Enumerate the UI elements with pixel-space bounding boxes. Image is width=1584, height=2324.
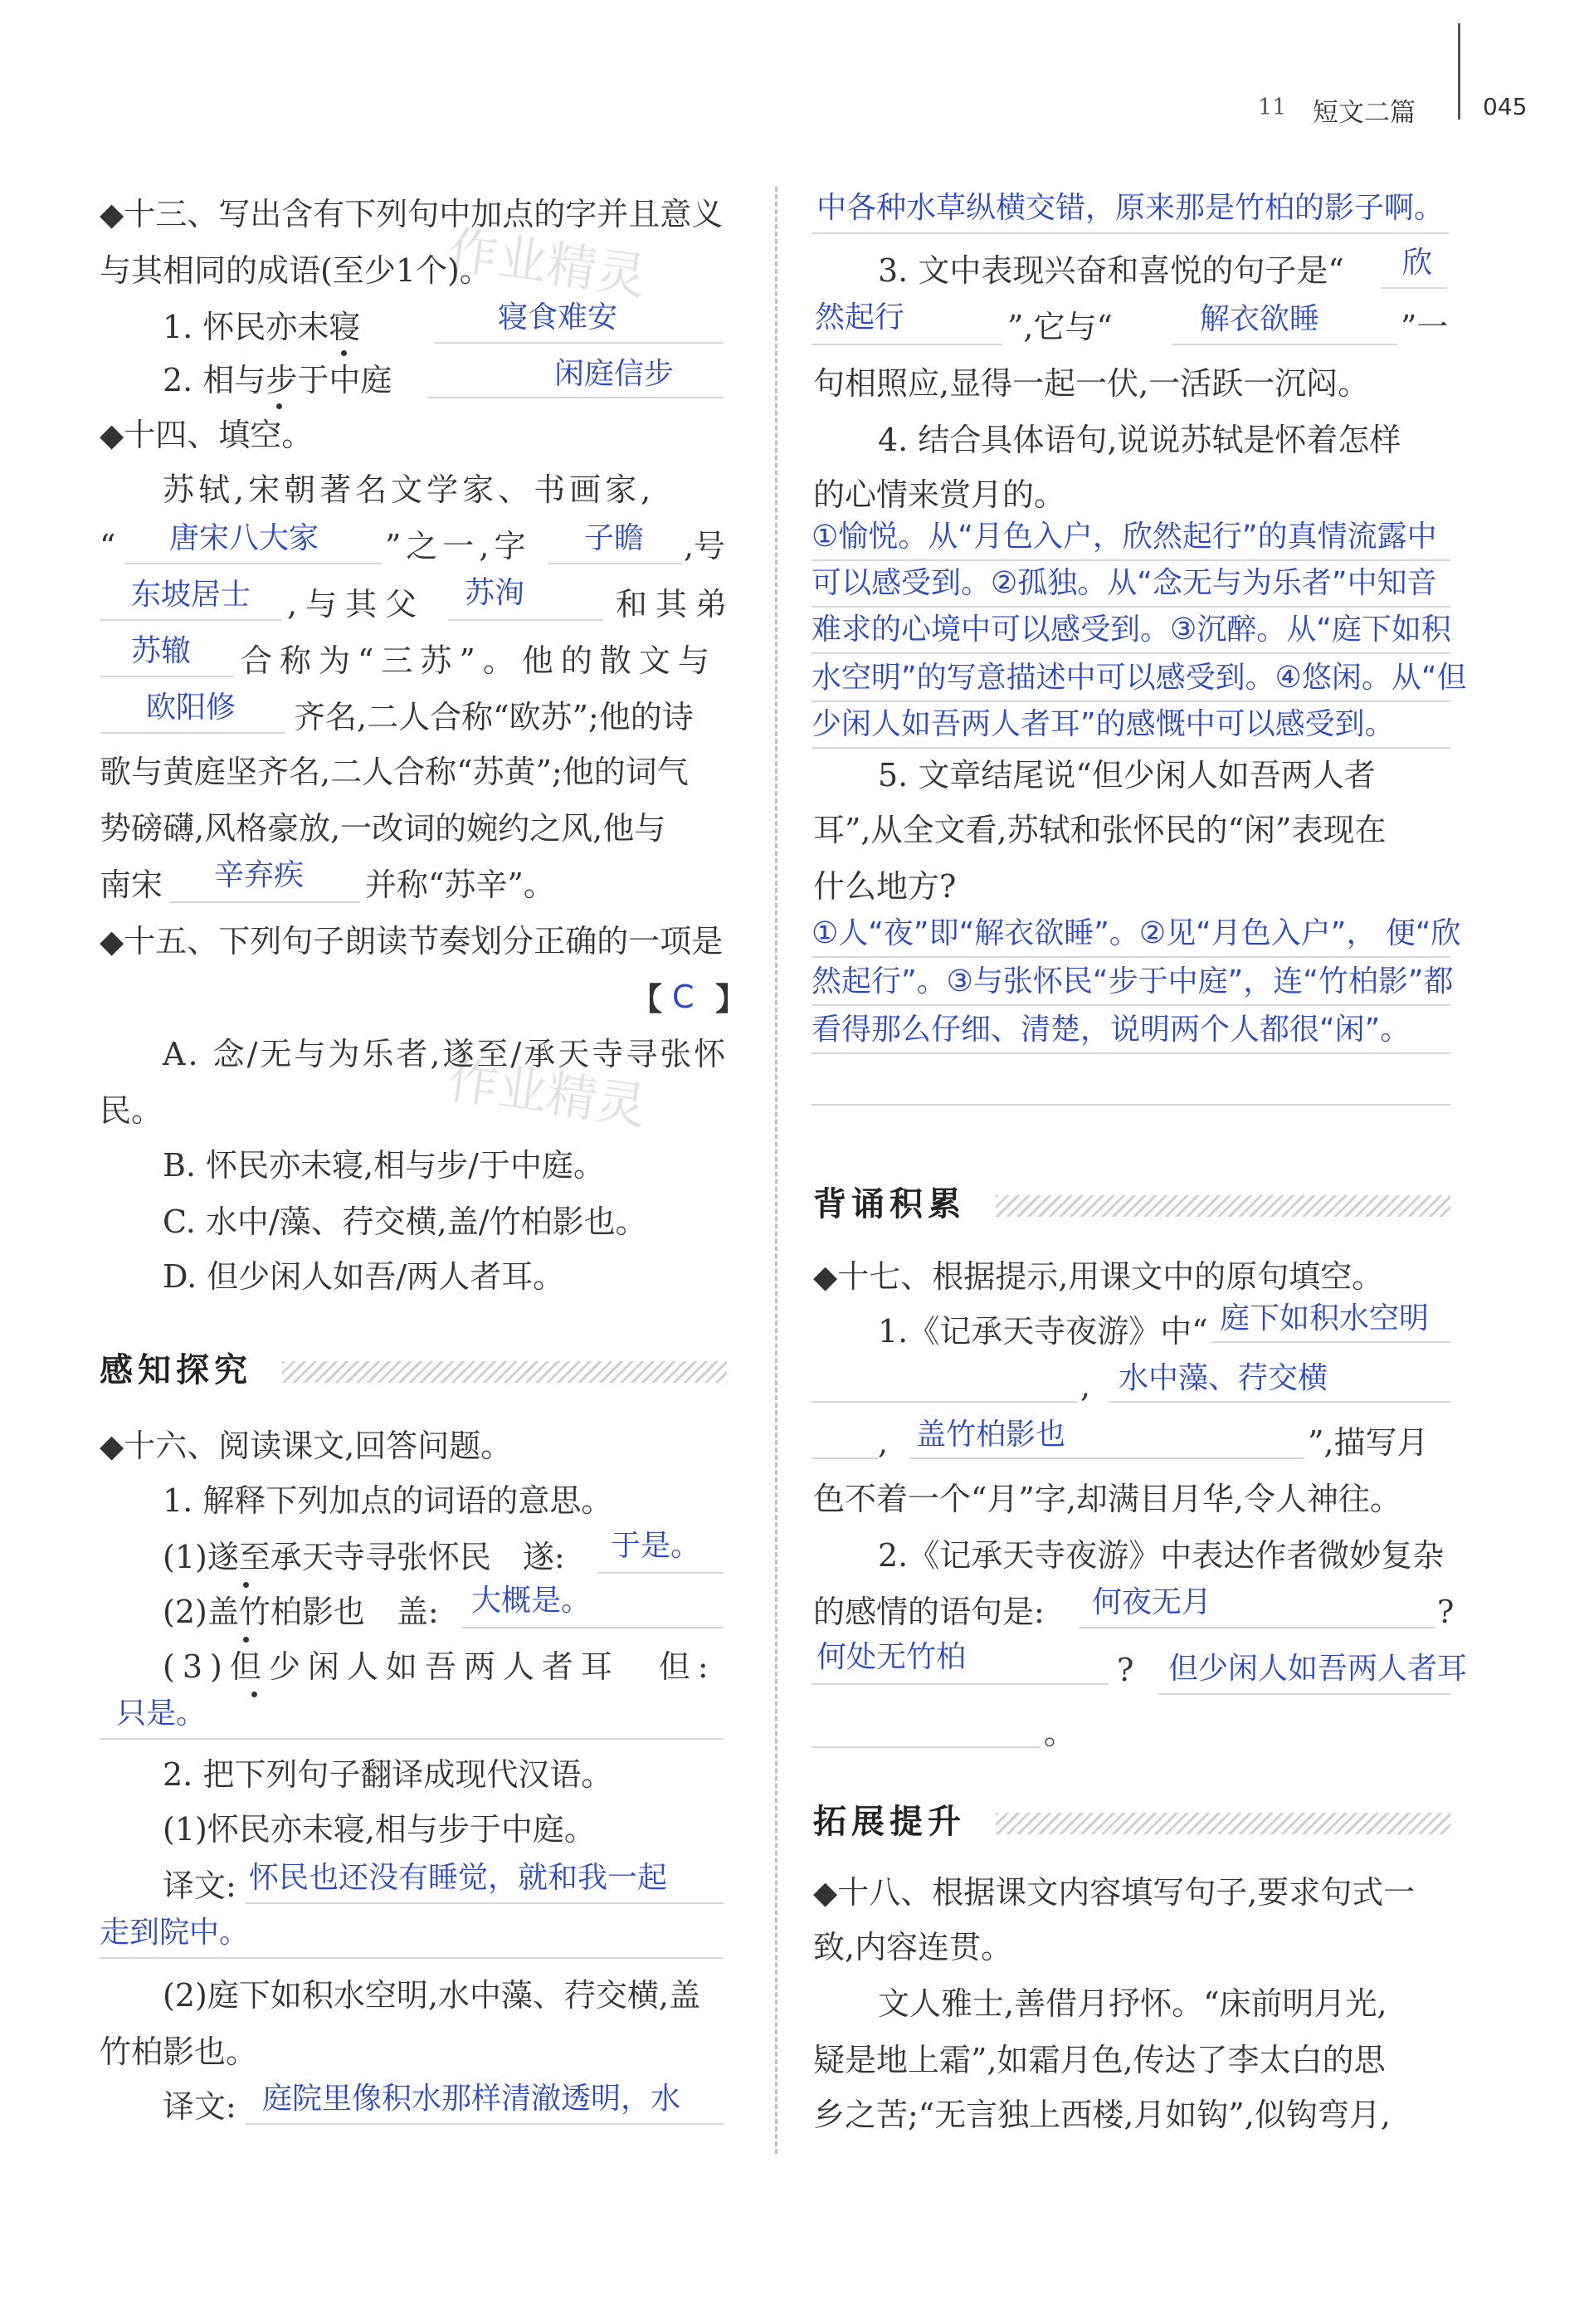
q17-answer1: 庭下如积水空明: [1220, 1301, 1430, 1335]
section-hatch: [996, 1195, 1450, 1217]
q15-option-d: D. 但少闲人如吾/两人者耳。: [163, 1258, 565, 1295]
answer-underline: [169, 901, 360, 903]
q16-part1: 1. 解释下列加点的词语的意思。: [163, 1482, 613, 1519]
answer-underline: [811, 701, 1450, 702]
q17-comma: ,: [878, 1424, 889, 1461]
q17-item1-text: ”,描写月: [1308, 1424, 1429, 1461]
answer-underline: [428, 397, 724, 398]
section-hatch: [996, 1813, 1450, 1834]
q18-title: ◆十八、根据课文内容填写句子,要求句式一: [813, 1874, 1416, 1911]
emphasis-dot: [276, 403, 282, 409]
q14-text: 和其弟: [616, 586, 736, 622]
header-divider: [1458, 23, 1460, 120]
q16-item3-text: ”一: [1401, 309, 1449, 345]
answer-underline: [811, 606, 1450, 608]
q16-item5-cont: 耳”,从全文看,苏轼和张怀民的“闲”表现在: [813, 812, 1387, 848]
emphasis-dot: [243, 1582, 249, 1588]
answer-underline: [811, 1401, 1077, 1403]
q17-answer3: 盖竹柏影也: [916, 1418, 1066, 1452]
q16-answer1: 于是。: [611, 1529, 701, 1563]
watermark: 作业精灵: [444, 221, 651, 307]
q16-item4-answer: 可以感受到。②孤独。从“念无与为乐者”中知音: [811, 566, 1437, 600]
q16-translation1-line1: 怀民也还没有睡觉，就和我一起: [249, 1861, 668, 1895]
q16-item4-answer: 难求的心境中可以感受到。③沉醉。从“庭下如积: [811, 613, 1451, 647]
answer-underline: [246, 2123, 724, 2125]
q14-text: 齐名,二人合称“欧苏”;他的诗: [294, 699, 694, 735]
q16-item3-text: 3. 文中表现兴奋和喜悦的句子是“: [878, 252, 1344, 289]
emphasis-dot: [341, 350, 347, 356]
q14-answer-zi: 子瞻: [584, 521, 645, 555]
q16-item3: (3)但少闲人如吾两人者耳 但:: [163, 1648, 716, 1685]
q14-text: 南宋: [100, 867, 163, 903]
answer-underline: [100, 1738, 724, 1740]
answer-underline: [1158, 1693, 1450, 1695]
answer-underline: [1109, 1401, 1450, 1403]
q14-text: ,号: [684, 528, 726, 564]
answer-underline: [811, 232, 1449, 234]
q14-text: 合称为“三苏”。他的散文与: [241, 642, 717, 679]
q14-text: ,与其父: [287, 586, 426, 622]
q17-item1: 1.《记承天寺夜游》中“: [878, 1313, 1208, 1350]
answer-underline: [461, 1627, 724, 1628]
answer-underline: [811, 559, 1450, 561]
answer-underline: [909, 1457, 1304, 1459]
watermark: 作业精灵: [444, 1051, 651, 1137]
q16-item3-text: 句相照应,显得一起一伏,一活跃一沉闷。: [813, 365, 1370, 402]
q17-title: ◆十七、根据提示,用课文中的原句填空。: [813, 1258, 1384, 1295]
answer-underline: [1211, 1341, 1450, 1343]
q16-answer2: 大概是。: [471, 1584, 592, 1618]
q14-answer-group: 唐宋八大家: [169, 521, 319, 555]
q13-answer2: 闲庭信步: [554, 357, 675, 391]
q14-answer-brother: 苏辙: [131, 634, 192, 668]
q16-item1: (1)遂至承天寺寻张怀民 遂:: [163, 1539, 565, 1575]
q17-item1-text: 色不着一个“月”字,却满目月华,令人神往。: [813, 1481, 1402, 1517]
section-hatch: [282, 1361, 727, 1383]
q15-title: ◆十五、下列句子朗读节奏划分正确的一项是: [100, 923, 724, 959]
q18-line2: 致,内容连贯。: [813, 1929, 1013, 1965]
answer-underline: [100, 1957, 724, 1959]
q16-item3-answer2: 解衣欲睡: [1200, 302, 1320, 336]
q14-line1: 苏轼,宋朝著名文学家、书画家,: [163, 471, 656, 508]
q17-answer4: 何夜无月: [1092, 1585, 1212, 1619]
q17-item2-text: 的感情的语句是:: [813, 1594, 1045, 1630]
q14-line7: 势磅礴,风格豪放,一改词的婉约之风,他与: [100, 810, 666, 847]
answer-underline: [1172, 344, 1397, 345]
section-heading: 背诵积累: [813, 1185, 966, 1223]
q16-item5-answer: 然起行”。③与张怀民“步于中庭”，连“竹柏影”都: [811, 964, 1454, 998]
q16-answer3: 只是。: [116, 1697, 207, 1731]
q15-option-c: C. 水中/藻、荇交横,盖/竹柏影也。: [163, 1204, 647, 1240]
emphasis-dot: [243, 1637, 249, 1643]
answer-underline: [811, 747, 1450, 749]
answer-underline: [811, 1052, 1450, 1054]
q13-title-line1: ◆十三、写出含有下列句中加点的字并且意义: [100, 196, 724, 232]
q15-answer: C: [672, 979, 695, 1015]
answer-underline: [811, 1104, 1450, 1106]
q18-line5: 乡之苦;“无言独上西楼,月如钩”,似钩弯月,: [813, 2097, 1391, 2133]
q14-answer-hao: 东坡居士: [131, 578, 251, 612]
q16-item5: 5. 文章结尾说“但少闲人如吾两人者: [878, 757, 1376, 793]
answer-underline: [811, 1457, 878, 1459]
chapter-number: 11: [1258, 95, 1287, 120]
q16-item4: 4. 结合具体语句,说说苏轼是怀着怎样: [878, 422, 1401, 458]
section-heading: 拓展提升: [813, 1803, 966, 1841]
q16-translate2: (2)庭下如积水空明,水中藻、荇交横,盖: [163, 1977, 700, 2014]
column-divider: [775, 187, 777, 2154]
translation-label: 译文:: [163, 1868, 236, 1904]
q14-title: ◆十四、填空。: [100, 417, 314, 453]
q16-item3-answer1b: 然起行: [815, 300, 905, 334]
q16-item3-text: ”,它与“: [1007, 309, 1113, 345]
answer-underline: [100, 619, 282, 621]
q17-comma: ,: [1080, 1368, 1091, 1404]
q18-line4: 疑是地上霜”,如霜月色,传达了李太白的思: [813, 2042, 1386, 2078]
answer-underline: [100, 732, 285, 734]
q15-bracket-open: 【: [631, 980, 663, 1018]
q15-option-a-cont: 民。: [100, 1092, 163, 1129]
q15-bracket-close: 】: [715, 980, 748, 1018]
q16-item4-answer: 少闲人如吾两人者耳”的感慨中可以感受到。: [811, 707, 1395, 741]
q15-option-b: B. 怀民亦未寝,相与步/于中庭。: [163, 1147, 605, 1184]
q14-answer-ouyang: 欧阳修: [146, 691, 236, 725]
q16-translate1: (1)怀民亦未寝,相与步于中庭。: [163, 1811, 596, 1848]
answer-underline: [811, 1004, 1450, 1006]
translation-label: 译文:: [163, 2088, 236, 2125]
q16-translation1-line2: 走到院中。: [100, 1916, 250, 1950]
q14-line6: 歌与黄庭坚齐名,二人合称“苏黄”;他的词气: [100, 754, 689, 790]
section-heading: 感知探究: [100, 1351, 252, 1389]
q16-item4-answer: 水空明”的写意描述中可以感受到。④悠闲。从“但: [811, 661, 1467, 695]
q14-text: ”之一,字: [385, 528, 531, 564]
q16-translate2-cont: 竹柏影也。: [100, 2034, 258, 2070]
answer-underline: [448, 619, 602, 621]
q17-item2: 2.《记承天寺夜游》中表达作者微妙复杂: [878, 1537, 1445, 1574]
q16-translation2-line2: 中各种水草纵横交错，原来那是竹柏的影子啊。: [816, 191, 1445, 225]
page-number: 045: [1483, 93, 1528, 120]
q14-answer-father: 苏洵: [465, 576, 525, 610]
q13-answer1: 寝食难安: [498, 300, 618, 334]
q16-item3-answer1a: 欣: [1402, 246, 1433, 280]
q14-answer-xin: 辛弃疾: [214, 858, 305, 892]
q16-item2: (2)盖竹柏影也 盖:: [163, 1594, 439, 1630]
q13-title-line2: 与其相同的成语(至少1个)。: [100, 252, 491, 289]
answer-underline: [1381, 287, 1447, 289]
q17-question-mark: ?: [1437, 1594, 1455, 1630]
answer-underline: [811, 956, 1450, 958]
q13-item1: 1. 怀民亦未寝: [163, 309, 361, 345]
q14-quote-open: “: [100, 528, 116, 564]
q17-answer2: 水中藻、荇交横: [1119, 1361, 1328, 1395]
q16-part2: 2. 把下列句子翻译成现代汉语。: [163, 1756, 613, 1793]
emphasis-dot: [251, 1692, 257, 1697]
q14-text: 并称“苏辛”。: [365, 867, 555, 903]
q16-item4-cont: 的心情来赏月的。: [813, 476, 1066, 513]
answer-underline: [435, 342, 724, 344]
q18-line3: 文人雅士,善借月抒怀。“床前明月光,: [878, 1985, 1387, 2022]
q16-title: ◆十六、阅读课文,回答问题。: [100, 1428, 513, 1464]
answer-underline: [811, 652, 1450, 654]
q16-item5-answer: 看得那么仔细、清楚，说明两个人都很“闲”。: [811, 1013, 1411, 1047]
answer-underline: [124, 563, 382, 564]
answer-underline: [246, 1902, 724, 1904]
q16-item5-cont: 什么地方?: [813, 868, 957, 905]
chapter-title: 短文二篇: [1313, 98, 1416, 128]
q16-item4-answer: ①愉悦。从“月色入户，欣然起行”的真情流露中: [811, 520, 1437, 554]
answer-underline: [1079, 1627, 1435, 1628]
answer-underline: [811, 1683, 1109, 1685]
q17-question-mark: ?: [1117, 1652, 1134, 1688]
q17-period: 。: [1044, 1715, 1076, 1751]
q15-option-a: A. 念/无与为乐者,遂至/承天寺寻张怀: [163, 1036, 729, 1072]
q17-answer5: 何处无竹柏: [816, 1640, 967, 1674]
answer-underline: [548, 563, 682, 564]
answer-underline: [597, 1572, 724, 1574]
answer-underline: [100, 676, 234, 677]
q16-item5-answer: ①人“夜”即“解衣欲睡”。②见“月色入户”， 便“欣: [811, 916, 1461, 950]
q17-answer6: 但少闲人如吾两人者耳: [1168, 1652, 1468, 1686]
answer-underline: [811, 1746, 1041, 1748]
q16-translation2-line1: 庭院里像积水那样清澈透明，水: [262, 2082, 681, 2116]
q13-item2: 2. 相与步于中庭: [163, 362, 392, 398]
answer-underline: [811, 344, 1002, 345]
